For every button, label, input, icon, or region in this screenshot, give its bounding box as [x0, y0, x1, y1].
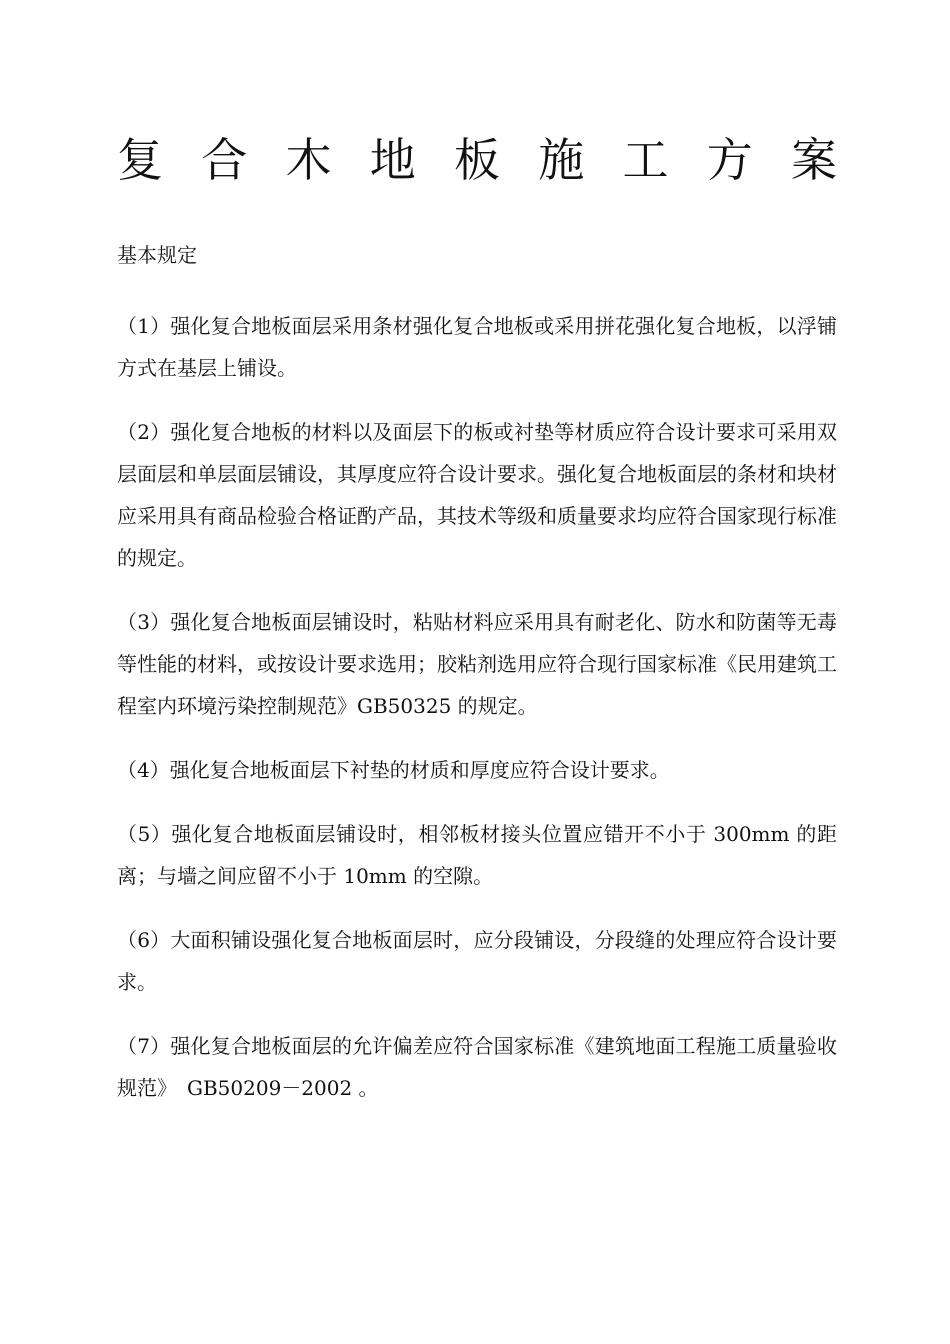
title-char: 合	[201, 133, 248, 187]
clause-paragraph: （4）强化复合地板面层下衬垫的材质和厚度应符合设计要求。	[117, 758, 670, 782]
title-char: 复	[117, 133, 163, 187]
title-char: 施	[538, 133, 585, 187]
clause-paragraph: （7）强化复合地板面层的允许偏差应符合国家标准《建筑地面工程施工质量验收规范》 GB50209－2002 。	[117, 1034, 837, 1100]
document-title	[117, 130, 837, 190]
title-char: 木	[285, 133, 332, 187]
title-char: 板	[454, 133, 500, 187]
clause-paragraph: （2）强化复合地板的材料以及面层下的板或衬垫等材质应符合设计要求可采用双层面层和单层面层铺设，其厚度应符合设计要求。强化复合地板面层的条材和块材应采用具有商品检验合格证酌产品，其技术等级和质量要求均应符合国家现行标准的规定。	[117, 420, 837, 570]
clause-paragraph: （6）大面积铺设强化复合地板面层时，应分段铺设，分段缝的处理应符合设计要求。	[117, 928, 837, 994]
clause-paragraph: （1）强化复合地板面层采用条材强化复合地板或采用拼花强化复合地板，以浮铺方式在基层上铺设。	[117, 314, 837, 380]
title-char: 地	[369, 133, 416, 187]
title-char: 方	[706, 133, 753, 187]
title-char: 工	[622, 133, 669, 187]
clause-paragraph: （5）强化复合地板面层铺设时，相邻板材接头位置应错开不小于 300mm 的距离；与墙之间应留不小于 10mm 的空隙。	[117, 822, 837, 888]
clause-paragraph: （3）强化复合地板面层铺设时，粘贴材料应采用具有耐老化、防水和防菌等无毒等性能的材料，或按设计要求选用；胶粘剂选用应符合现行国家标准《民用建筑工程室内环境污染控制规范》GB50325 的规定。	[117, 610, 837, 718]
clause-list	[117, 305, 837, 1131]
section-heading: 基本规定	[117, 243, 197, 267]
title-char: 案	[791, 133, 837, 187]
